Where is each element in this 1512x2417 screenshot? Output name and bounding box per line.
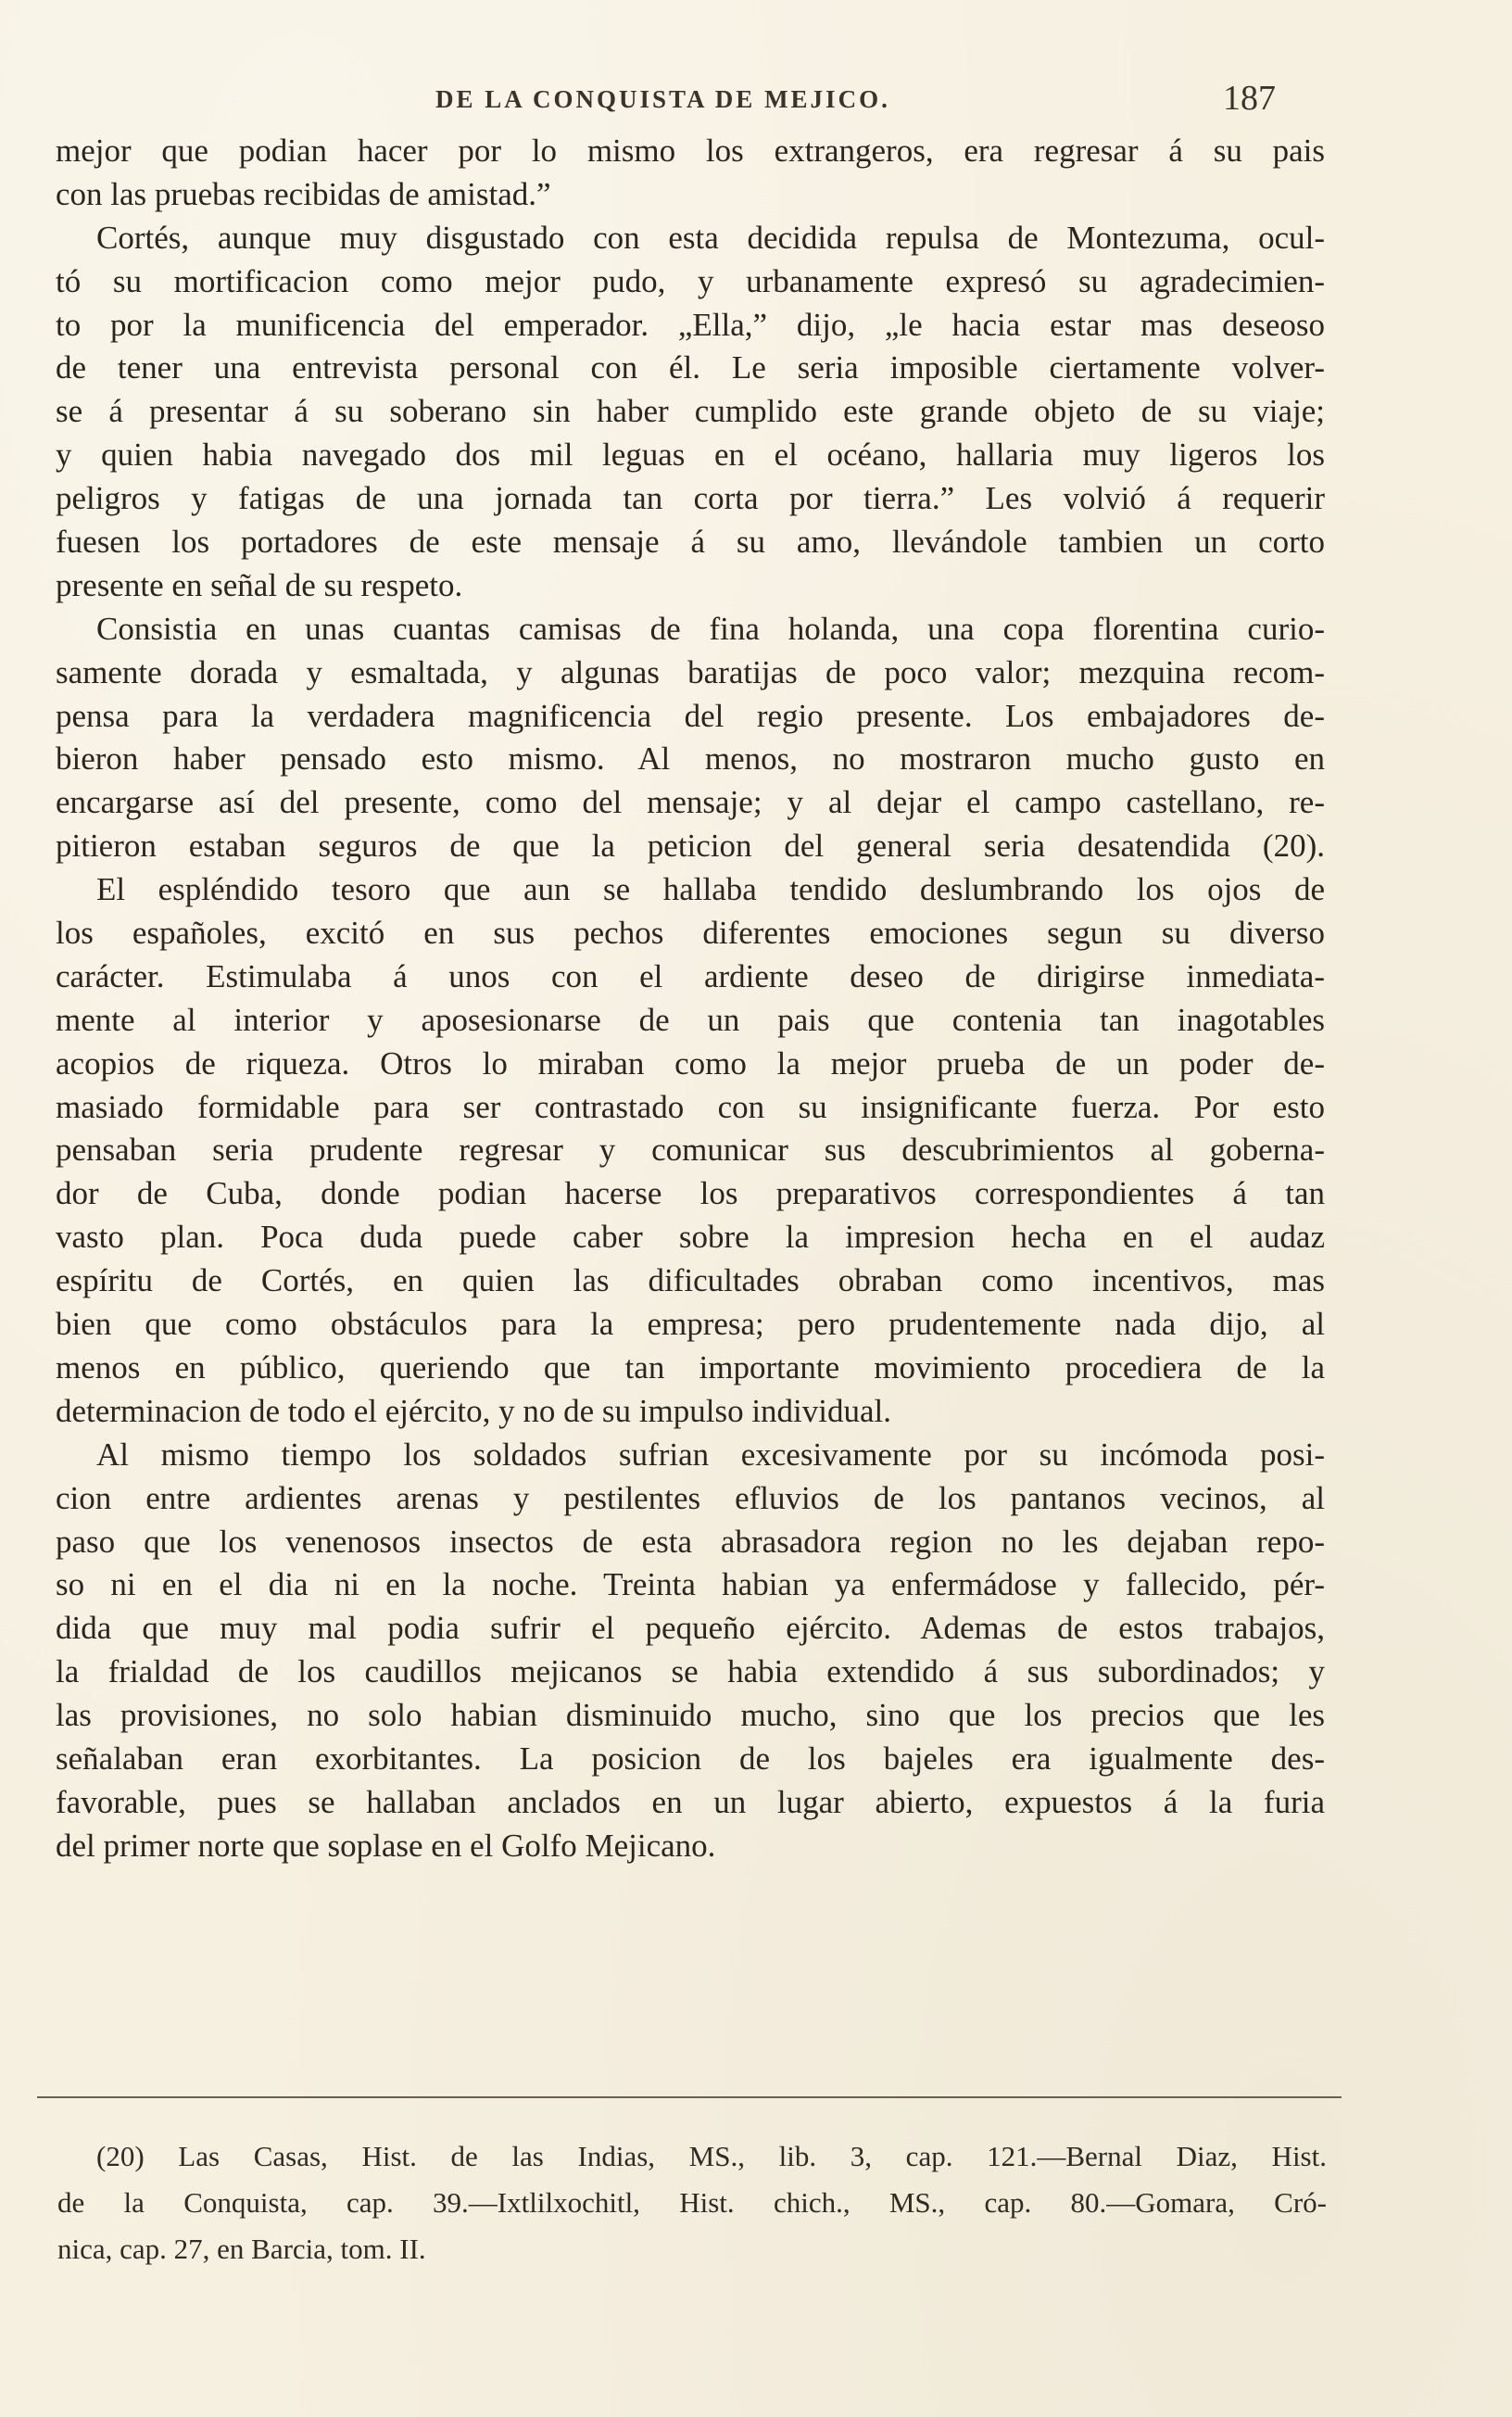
body-line: favorable, pues se hallaban anclados en un lugar abierto, expuestos á la furia — [56, 1783, 1325, 1820]
body-line: espíritu de Cortés, en quien las dificultades obraban como incentivos, mas — [56, 1262, 1325, 1299]
body-line: tó su mortificacion como mejor pudo, y urbanamente expresó su agradecimien- — [56, 262, 1325, 299]
body-line: dida que muy mal podia sufrir el pequeño ejército. Ademas de estos trabajos, — [56, 1610, 1325, 1647]
body-line: so ni en el dia ni en la noche. Treinta habian ya enfermádose y fallecido, pér- — [56, 1566, 1325, 1603]
paragraph-first-line: El espléndido tesoro que aun se hallaba tendido deslumbrando los ojos de — [96, 871, 1325, 908]
body-line: pitieron estaban seguros de que la peticion del general seria desatendida (20). — [56, 828, 1325, 865]
body-line: mente al interior y aposesionarse de un pais que contenia tan inagotables — [56, 1001, 1325, 1038]
body-line: las provisiones, no solo habian disminuido mucho, sino que los precios que les — [56, 1697, 1325, 1734]
footnote — [57, 2133, 1327, 2272]
body-line: los españoles, excitó en sus pechos diferentes emociones segun su diverso — [56, 915, 1325, 952]
body-line: acopios de riqueza. Otros lo miraban como la mejor prueba de un poder de- — [56, 1044, 1325, 1082]
footnote-line: nica, cap. 27, en Barcia, tom. II. — [57, 2233, 426, 2265]
body-line: de tener una entrevista personal con él. Le seria imposible ciertamente volver- — [56, 349, 1325, 386]
paragraph-first-line: Cortés, aunque muy disgustado con esta decidida repulsa de Montezuma, ocul- — [96, 219, 1325, 256]
footnote-line: (20) Las Casas, Hist. de las Indias, MS., lib. 3, cap. 121.—Bernal Diaz, Hist. — [96, 2140, 1327, 2172]
body-line: vasto plan. Poca duda puede caber sobre la impresion hecha en el audaz — [56, 1219, 1325, 1256]
running-head — [0, 79, 1512, 122]
body-line: peligros y fatigas de una jornada tan corta por tierra.” Les volvió á requerir — [56, 480, 1325, 517]
footnote-separator-rule — [37, 2096, 1342, 2098]
body-line: encargarse así del presente, como del mensaje; y al dejar el campo castellano, re- — [56, 784, 1325, 821]
body-line: menos en público, queriendo que tan importante movimiento procediera de la — [56, 1348, 1325, 1386]
running-title: DE LA CONQUISTA DE MEJICO. — [435, 85, 890, 113]
body-line: se á presentar á su soberano sin haber cumplido este grande objeto de su viaje; — [56, 393, 1325, 430]
body-line: la frialdad de los caudillos mejicanos se habia extendido á sus subordinados; y — [56, 1653, 1325, 1690]
body-line: masiado formidable para ser contrastado con su insignificante fuerza. Por esto — [56, 1088, 1325, 1125]
footnote-line: de la Conquista, cap. 39.—Ixtlilxochitl, Hist. chich., MS., cap. 80.—Gomara, Cró- — [57, 2186, 1327, 2219]
body-line: y quien habia navegado dos mil leguas en el océano, hallaria muy ligeros los — [56, 437, 1325, 474]
paragraph-first-line: Al mismo tiempo los soldados sufrian excesivamente por su incómoda posi- — [96, 1436, 1325, 1473]
paragraph-first-line: Consistia en unas cuantas camisas de fina holanda, una copa florentina curio- — [96, 610, 1325, 647]
body-line: to por la munificencia del emperador. „Ella,” dijo, „le hacia estar mas deseoso — [56, 306, 1325, 343]
page-number: 187 — [1223, 79, 1276, 118]
body-line: bieron haber pensado esto mismo. Al menos, no mostraron mucho gusto en — [56, 740, 1325, 778]
body-line: dor de Cuba, donde podian hacerse los preparativos correspondientes á tan — [56, 1175, 1325, 1212]
body-line: señalaban eran exorbitantes. La posicion de los bajeles era igualmente des- — [56, 1740, 1325, 1777]
body-text — [56, 130, 1325, 1868]
body-line: paso que los venenosos insectos de esta abrasadora region no les dejaban repo- — [56, 1523, 1325, 1560]
body-line: del primer norte que soplase en el Golfo Mejicano. — [56, 1827, 716, 1864]
body-line: cion entre ardientes arenas y pestilentes efluvios de los pantanos vecinos, al — [56, 1479, 1325, 1516]
body-line: presente en señal de su respeto. — [56, 566, 463, 603]
body-line: samente dorada y esmaltada, y algunas baratijas de poco valor; mezquina recom- — [56, 653, 1325, 690]
body-line: pensaban seria prudente regresar y comunicar sus descubrimientos al goberna- — [56, 1132, 1325, 1169]
body-line: carácter. Estimulaba á unos con el ardiente deseo de dirigirse inmediata- — [56, 957, 1325, 994]
body-line: bien que como obstáculos para la empresa; pero prudentemente nada dijo, al — [56, 1306, 1325, 1343]
body-line: mejor que podian hacer por lo mismo los extrangeros, era regresar á su pais — [56, 133, 1325, 169]
body-line: determinacion de todo el ejército, y no de su impulso individual. — [56, 1392, 892, 1429]
body-line: fuesen los portadores de este mensaje á su amo, llevándole tambien un corto — [56, 524, 1325, 561]
body-line: pensa para la verdadera magnificencia del regio presente. Los embajadores de- — [56, 697, 1325, 734]
body-line: con las pruebas recibidas de amistad.” — [56, 175, 551, 212]
